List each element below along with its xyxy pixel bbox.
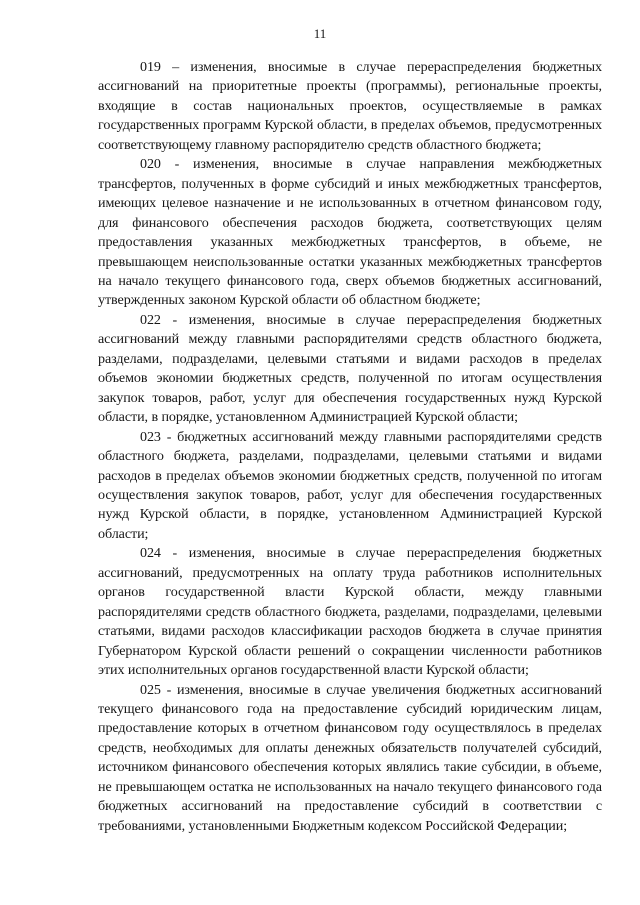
paragraph-023: 023 - бюджетных ассигнований между главными распорядителями средств областного бюджета, разделами, подразделами, целевыми статьями и видами расходов в пределах объемов экономии бюджетных средств, полученной по итогам осуществления закупок товаров, работ, услуг для обеспечения государственных нужд Курской области, в порядке, установленном Администрацией Курской области; xyxy=(98,428,602,542)
paragraph-022: 022 - изменения, вносимые в случае перераспределения бюджетных ассигнований между главными распорядителями средств областного бюджета, разделами, подразделами, целевыми статьями и видами расходов в пределах объемов экономии бюджетных средств, полученной по итогам осуществления закупок товаров, работ, услуг для обеспечения государственных нужд Курской области, в порядке, установленном Администрацией Курской области; xyxy=(98,311,602,426)
document-body xyxy=(98,58,602,836)
paragraph-020: 020 - изменения, вносимые в случае направления межбюджетных трансфертов, полученных в форме субсидий и иных межбюджетных трансфертов, имеющих целевое назначение и не использованных в отчетном финансовом году, для финансового обеспечения расходов бюджета, соответствующих целям предоставления указанных межбюджетных трансфертов, в объеме, не превышающем неиспользованные остатки указанных межбюджетных трансфертов на начало текущего финансового года, сверх объемов бюджетных ассигнований, утвержденных законом Курской области об областном бюджете; xyxy=(98,156,602,309)
paragraph-019: 019 – изменения, вносимые в случае перераспределения бюджетных ассигнований на приоритетные проекты (программы), региональные проекты, входящие в состав национальных проектов, осуществляемые в рамках государственных программ Курской области, в пределах объемов, предусмотренных соответствующему главному распорядителю средств областного бюджета; xyxy=(98,59,602,153)
paragraph-025: 025 - изменения, вносимые в случае увеличения бюджетных ассигнований текущего финансового года на предоставление субсидий юридическим лицам, предоставление которых в отчетном финансовом году осуществлялось в пределах средств, необходимых для оплаты денежных обязательств получателей субсидий, источником финансового обеспечения которых являлись такие субсидии, в объеме, не превышающем остатка не использованных на начало текущего финансового года бюджетных ассигнований на предоставление субсидий в соответствии с требованиями, установленными Бюджетным кодексом Российской Федерации; xyxy=(98,681,602,834)
page-number: 11 xyxy=(313,26,327,41)
paragraph-024: 024 - изменения, вносимые в случае перераспределения бюджетных ассигнований, предусмотренных на оплату труда работников исполнительных органов государственной власти Курской области, между главными распорядителями средств областного бюджета, разделами, подразделами, целевыми статьями, видами расходов классификации расходов бюджета в случае принятия Губернатором Курской области решений о сокращении численности работников этих исполнительных органов государственной власти Курской области; xyxy=(98,545,602,679)
